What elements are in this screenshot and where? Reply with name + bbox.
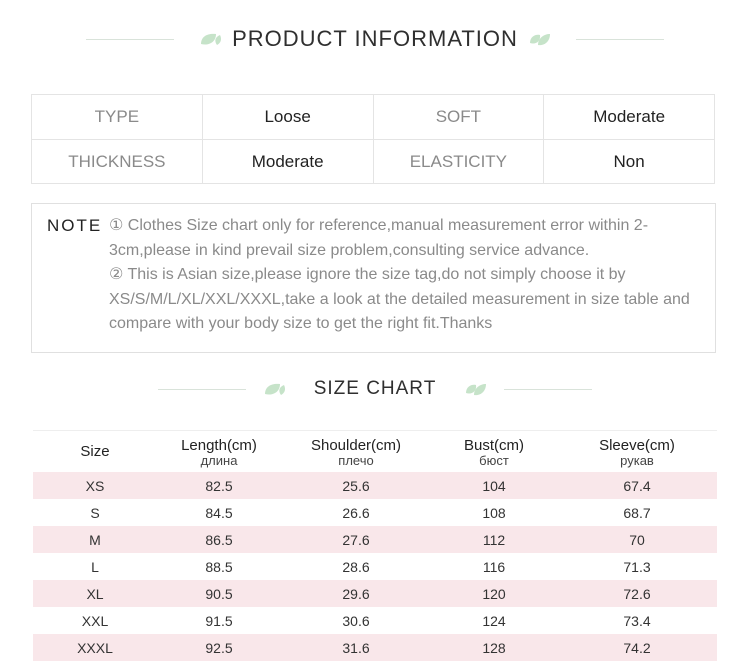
measurement-cell: 91.5: [205, 612, 233, 629]
measurement-cell: 124: [482, 612, 506, 629]
info-value: Moderate: [202, 140, 373, 184]
leaf-icon: [198, 31, 224, 47]
measurement-cell: 108: [482, 504, 506, 521]
note-line: ① Clothes Size chart only for reference,manual measurement error within 2-3cm,please in kind prevail size problem,consulting service advance.: [109, 217, 649, 259]
info-row: [32, 95, 714, 139]
info-value: Non: [543, 140, 714, 184]
measurement-cell: 82.5: [157, 472, 281, 499]
table-row: [33, 526, 717, 553]
measurement-cell: 26.6: [342, 504, 370, 521]
info-key: SOFT: [373, 95, 544, 139]
measurement-cell: 72.6: [557, 580, 717, 607]
info-row: [32, 139, 714, 184]
measurement-cell: 25.6: [281, 472, 431, 499]
measurement-cell: 128: [431, 634, 557, 661]
size-label-cell: XXXL: [33, 634, 157, 661]
size-label-cell: XL: [33, 580, 157, 607]
measurement-cell: 67.4: [557, 472, 717, 499]
note-label: NOTE: [47, 216, 103, 235]
table-row: [33, 472, 717, 499]
size-label-cell: XS: [33, 472, 157, 499]
size-label-cell: XXL: [81, 612, 109, 629]
size-label-cell: M: [33, 526, 157, 553]
section-title: PRODUCT INFORMATION: [232, 26, 518, 51]
measurement-cell: 116: [482, 558, 506, 575]
size-chart-table: [33, 430, 717, 661]
divider-line: [86, 39, 174, 40]
measurement-cell: 92.5: [157, 634, 281, 661]
leaf-icon: [262, 381, 288, 397]
product-information-heading: [0, 22, 750, 56]
size-label-cell: L: [91, 558, 99, 575]
measurement-cell: 68.7: [623, 504, 651, 521]
note-text: [109, 214, 699, 337]
measurement-cell: 73.4: [623, 612, 651, 629]
table-header-row: [33, 431, 717, 473]
measurement-cell: 120: [431, 580, 557, 607]
leaf-icon: [462, 381, 488, 397]
measurement-cell: 86.5: [157, 526, 281, 553]
info-key: THICKNESS: [68, 152, 166, 171]
measurement-cell: 74.2: [557, 634, 717, 661]
measurement-cell: 71.3: [623, 558, 651, 575]
column-header: Sleeve(cm) рукав: [557, 431, 717, 473]
measurement-cell: 27.6: [281, 526, 431, 553]
divider-line: [158, 389, 246, 390]
size-label-cell: S: [90, 504, 100, 521]
info-key: ELASTICITY: [373, 140, 544, 184]
table-row: [33, 580, 717, 607]
leaf-icon: [526, 31, 552, 47]
measurement-cell: 90.5: [157, 580, 281, 607]
info-value: Moderate: [543, 95, 714, 139]
table-row: [33, 634, 717, 661]
note-line: ② This is Asian size,please ignore the size tag,do not simply choose it by XS/S/M/L/XL/XXL/XXXL,take a look at the detailed measurement in size table and compare with your body size to get the right fit.Thanks: [109, 266, 690, 332]
note-box: [31, 203, 716, 353]
measurement-cell: 88.5: [205, 558, 233, 575]
product-info-table: [31, 94, 715, 184]
section-title: SIZE CHART: [313, 378, 437, 399]
column-header: Length(cm) длина: [157, 431, 281, 473]
divider-line: [576, 39, 664, 40]
table-row: [33, 607, 717, 634]
size-chart-heading: [0, 374, 750, 404]
divider-line: [504, 389, 592, 390]
measurement-cell: 28.6: [342, 558, 370, 575]
table-row: [33, 553, 717, 580]
measurement-cell: 29.6: [281, 580, 431, 607]
measurement-cell: 104: [431, 472, 557, 499]
info-value: Loose: [202, 95, 373, 139]
column-header: Bust(cm) бюст: [431, 431, 557, 473]
info-key: TYPE: [94, 107, 140, 126]
column-header: Size: [33, 431, 157, 473]
measurement-cell: 70: [557, 526, 717, 553]
measurement-cell: 84.5: [205, 504, 233, 521]
measurement-cell: 112: [431, 526, 557, 553]
table-row: [33, 499, 717, 526]
column-header: Shoulder(cm) плечо: [281, 431, 431, 473]
measurement-cell: 31.6: [281, 634, 431, 661]
measurement-cell: 30.6: [342, 612, 370, 629]
